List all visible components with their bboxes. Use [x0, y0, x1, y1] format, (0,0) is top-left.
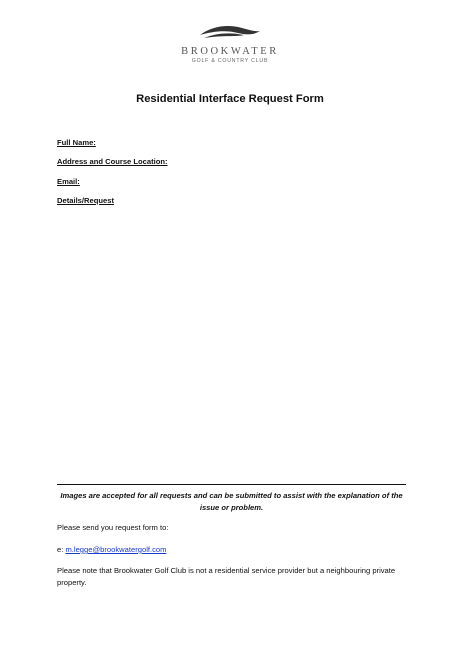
full-name-label: Full Name:: [57, 138, 96, 147]
section-divider: [57, 484, 406, 485]
logo-subtitle: GOLF & COUNTRY CLUB: [191, 58, 269, 64]
disclaimer: Please note that Brookwater Golf Club is not a residential service provider but a neighbouring private property.: [57, 566, 396, 587]
address-label: Address and Course Location:: [57, 157, 168, 166]
email-prefix: e:: [57, 545, 66, 554]
send-instruction: Please send you request form to:: [57, 523, 169, 532]
swoosh-logo-icon: [198, 22, 262, 42]
form-title: Residential Interface Request Form: [136, 93, 324, 105]
details-label: Details/Request: [57, 196, 114, 205]
brookwater-logo: [0, 22, 460, 64]
logo-name: BROOKWATER: [181, 46, 279, 57]
email-label: Email:: [57, 177, 80, 186]
email-line: [57, 544, 407, 556]
image-notice: Images are accepted for all requests and can be submitted to assist with the explanation of the issue or problem.: [60, 491, 403, 512]
email-link[interactable]: m.legge@brookwatergolf.com: [65, 545, 167, 554]
